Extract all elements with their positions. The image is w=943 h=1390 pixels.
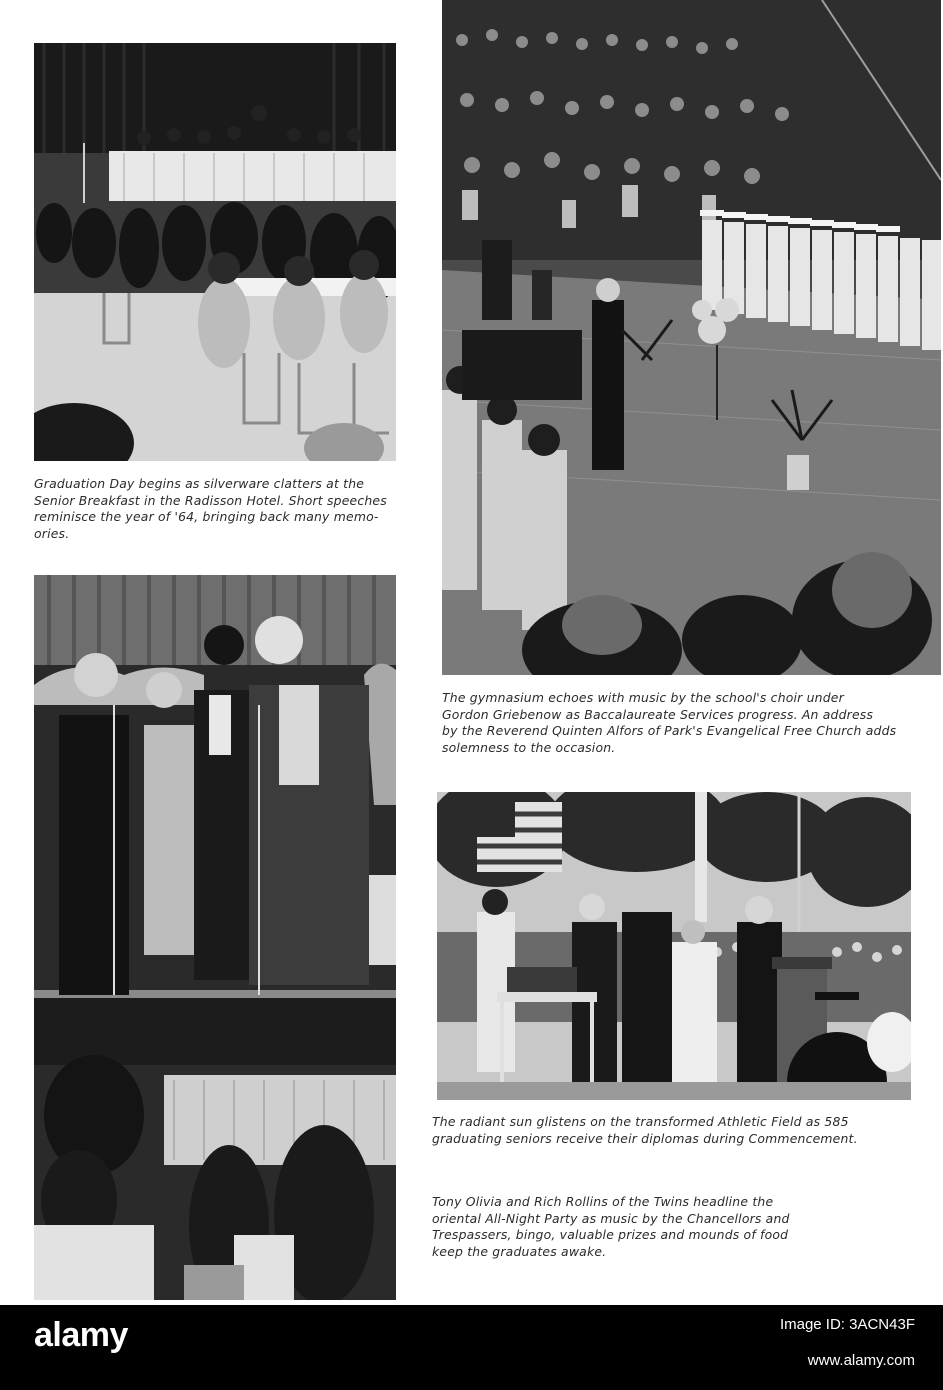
all-night-party-photo [34,575,396,1300]
caption-line: ories. [34,525,70,541]
commencement-field-photo [437,792,911,1100]
caption-line: solemness to the occasion. [442,739,616,755]
caption-line: graduating seniors receive their diplomas during Commencement. [432,1130,858,1146]
commencement-caption [432,1114,910,1147]
caption-line: Graduation Day begins as silverware clatters at the [34,476,365,491]
caption-line: reminisce the year of '64, bringing back many memo- [34,509,379,524]
caption-line: keep the graduates awake. [432,1243,607,1259]
caption-line: oriental All-Night Party as music by the Chancellors and [432,1210,790,1226]
all-night-party-caption [432,1194,824,1260]
senior-breakfast-photo [34,43,396,461]
caption-line: Gordon Griebenow as Baccalaureate Services progress. An address [442,706,874,722]
caption-line: The gymnasium echoes with music by the school's choir under [442,690,844,705]
watermark-brand-logo: alamy [34,1316,128,1354]
watermark-url: www.alamy.com [807,1352,915,1369]
caption-line: Tony Olivia and Rich Rollins of the Twins headline the [432,1194,774,1209]
baccalaureate-gym-photo [442,0,941,675]
caption-line: The radiant sun glistens on the transformed Athletic Field as 585 [432,1114,849,1129]
senior-breakfast-caption [34,476,396,542]
caption-line: Senior Breakfast in the Radisson Hotel. Short speeches [34,492,387,508]
watermark-image-id: Image ID: 3ACN43F [779,1316,915,1333]
caption-line: by the Reverend Quinten Alfors of Park's Evangelical Free Church adds [442,723,897,738]
baccalaureate-caption [442,690,912,756]
caption-line: Trespassers, bingo, valuable prizes and mounds of food [432,1227,789,1242]
